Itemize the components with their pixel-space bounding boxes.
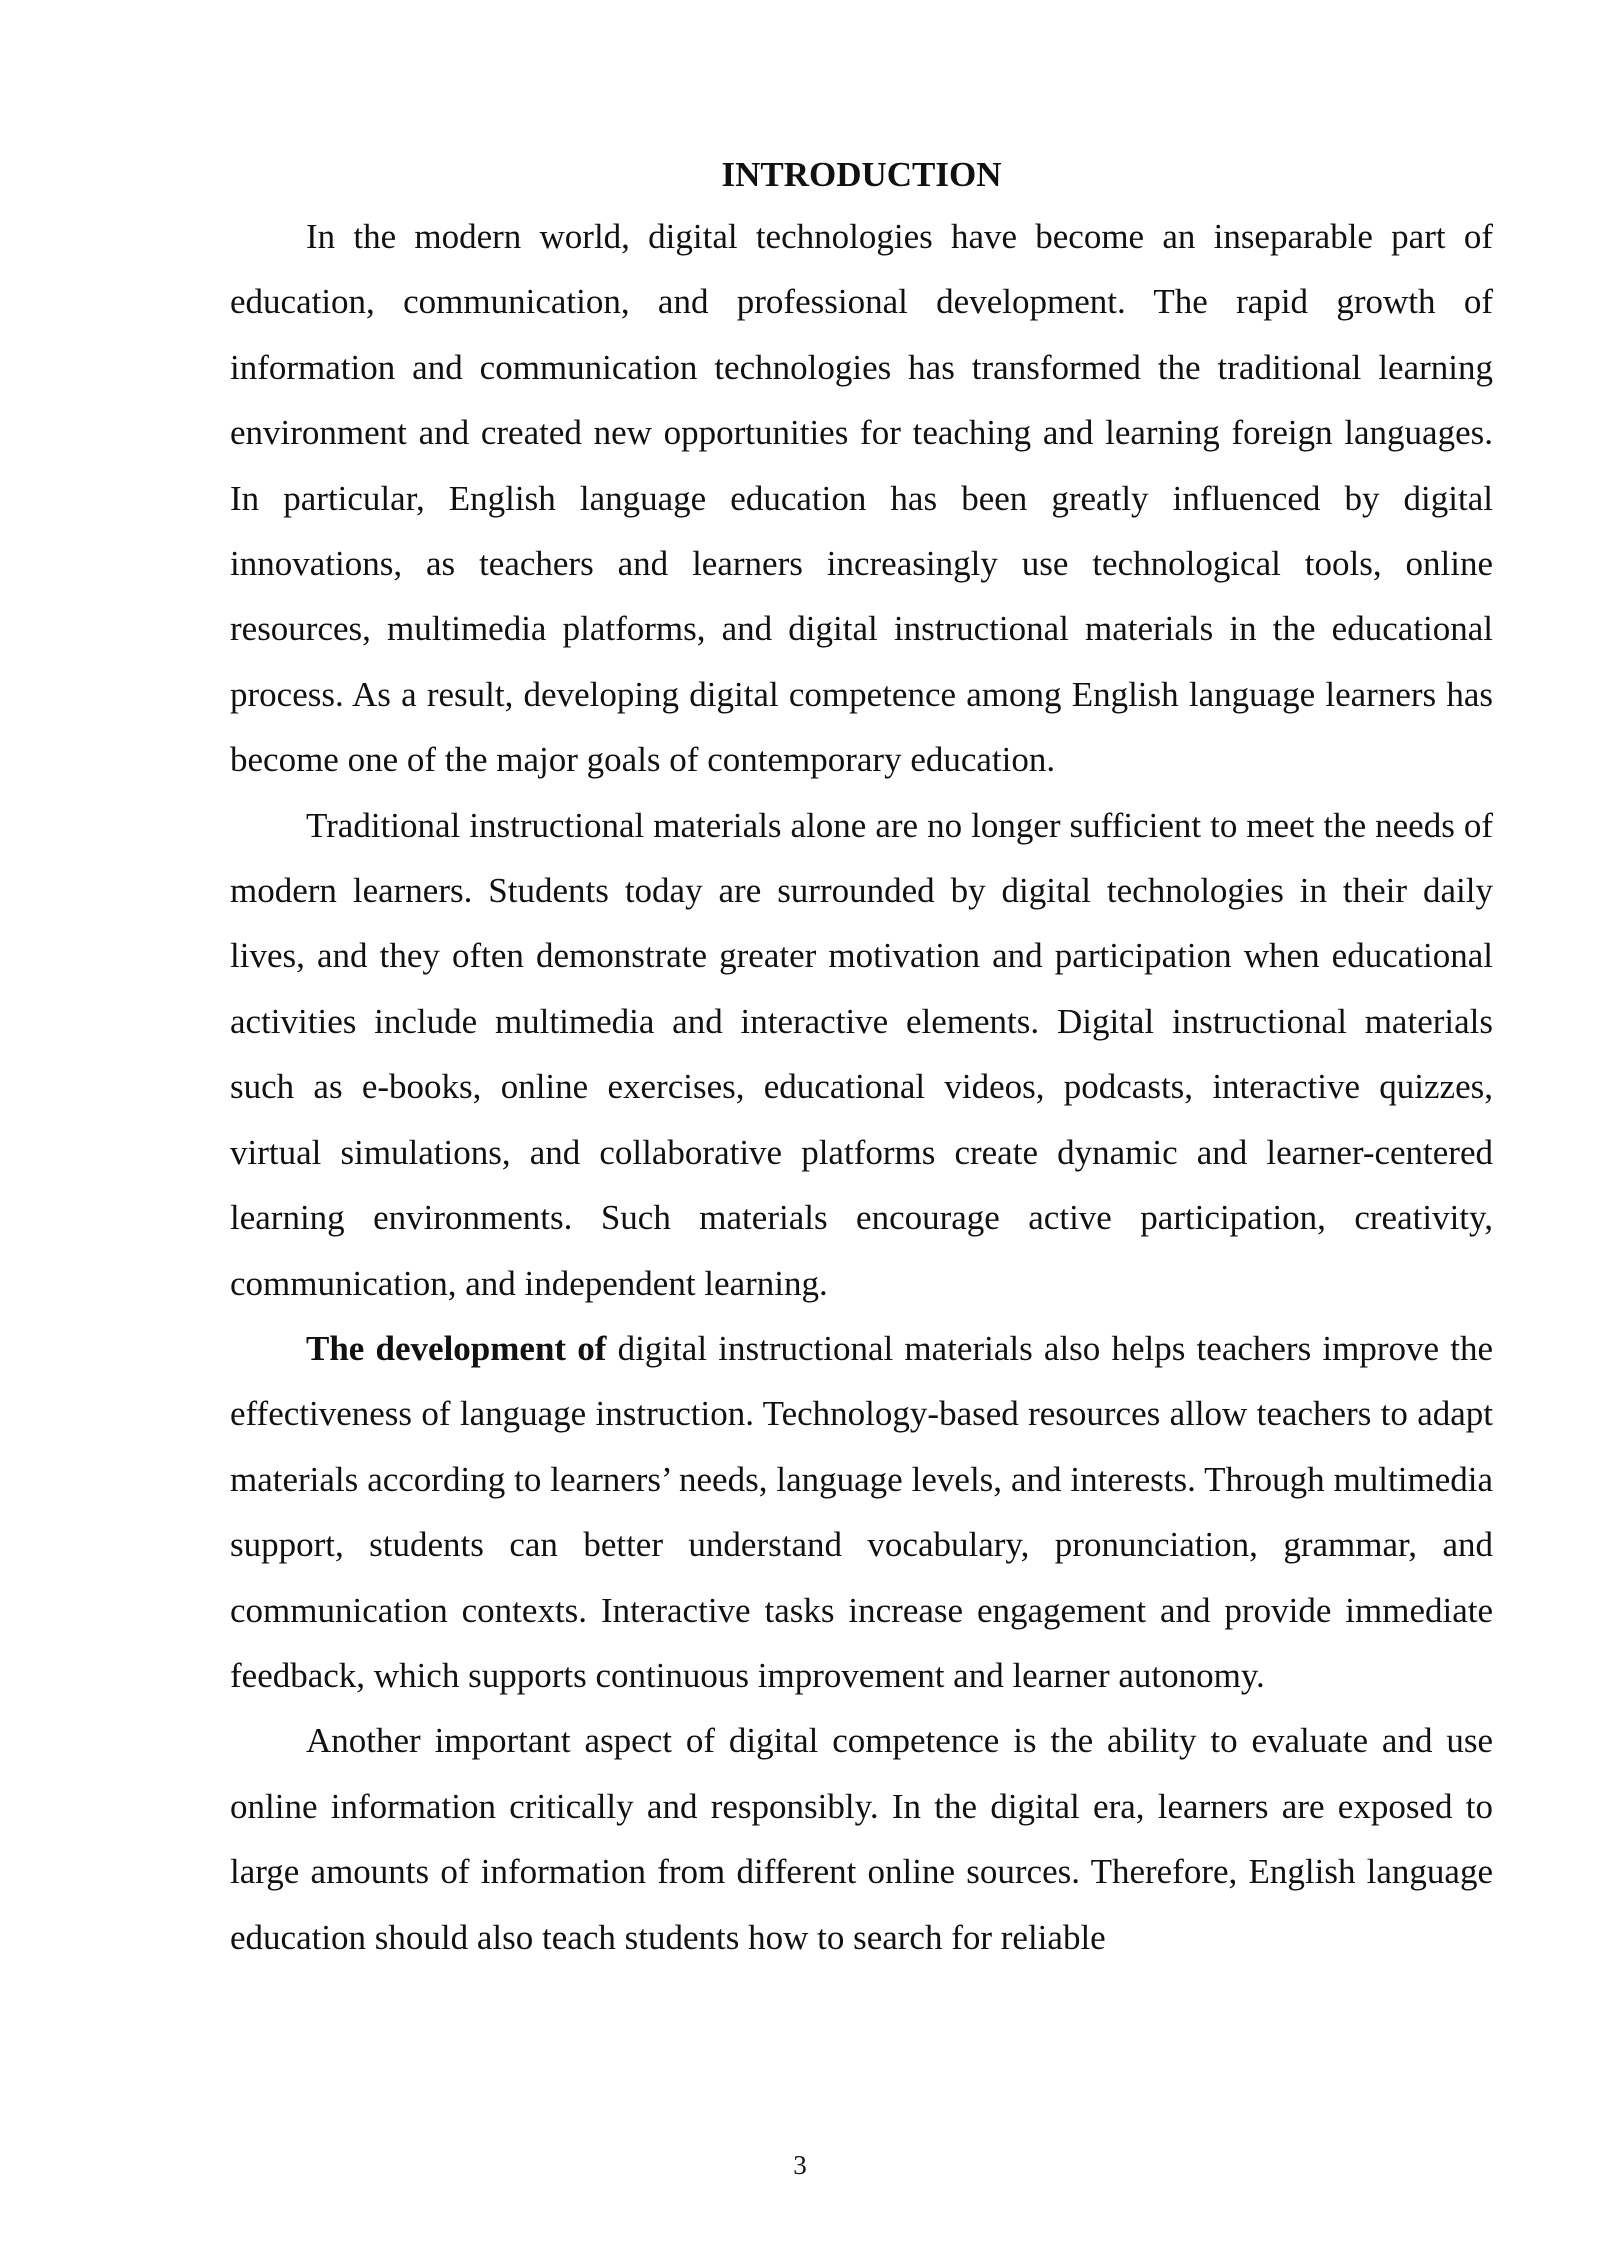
paragraph-3-bold-lead: The development of (306, 1328, 607, 1368)
paragraph-1-text: In the modern world, digital technologies have become an inseparable part of education, communication, and professional development. The rapid growth of information and communication technologies has transformed the traditional learning environment and created new opportunities for teaching and learning foreign languages. In particular, English language education has been greatly influenced by digital innovations, as teachers and learners increasingly use technological tools, online resources, multimedia platforms, and digital instructional materials in the educational process. As a result, developing digital competence among English language learners has become one of the major goals of contemporary education. (230, 217, 1493, 780)
page-number: 3 (793, 2150, 807, 2180)
paragraph-2-text: Traditional instructional materials alone are no longer sufficient to meet the needs of modern learners. Students today are surrounded by digital technologies in their daily lives, and they often demonstrate greater motivation and participation when educational activities include multimedia and interactive elements. Digital instructional materials such as e-books, online exercises, educational videos, podcasts, interactive quizzes, virtual simulations, and collaborative platforms create dynamic and learner-centered learning environments. Such materials encourage active participation, creativity, communication, and independent learning. (230, 805, 1493, 1303)
paragraph-1 (230, 204, 1493, 793)
paragraph-2 (230, 793, 1493, 1316)
paragraph-4-text: Another important aspect of digital competence is the ability to evaluate and use online information critically and responsibly. In the digital era, learners are exposed to large amounts of information from different online sources. Therefore, English language education should also teach students how to search for reliable (230, 1721, 1493, 1957)
section-title: INTRODUCTION (721, 155, 1002, 194)
paragraph-3 (230, 1316, 1493, 1708)
paragraph-3-text: digital instructional materials also helps teachers improve the effectiveness of language instruction. Technology-based resources allow teachers to adapt materials according to learners’ needs, language levels, and interests. Through multimedia support, students can better understand vocabulary, pronunciation, grammar, and communication contexts. Interactive tasks increase engagement and provide immediate feedback, which supports continuous improvement and learner autonomy. (230, 1328, 1493, 1695)
document-body (230, 150, 1493, 1970)
paragraph-4 (230, 1708, 1493, 1970)
